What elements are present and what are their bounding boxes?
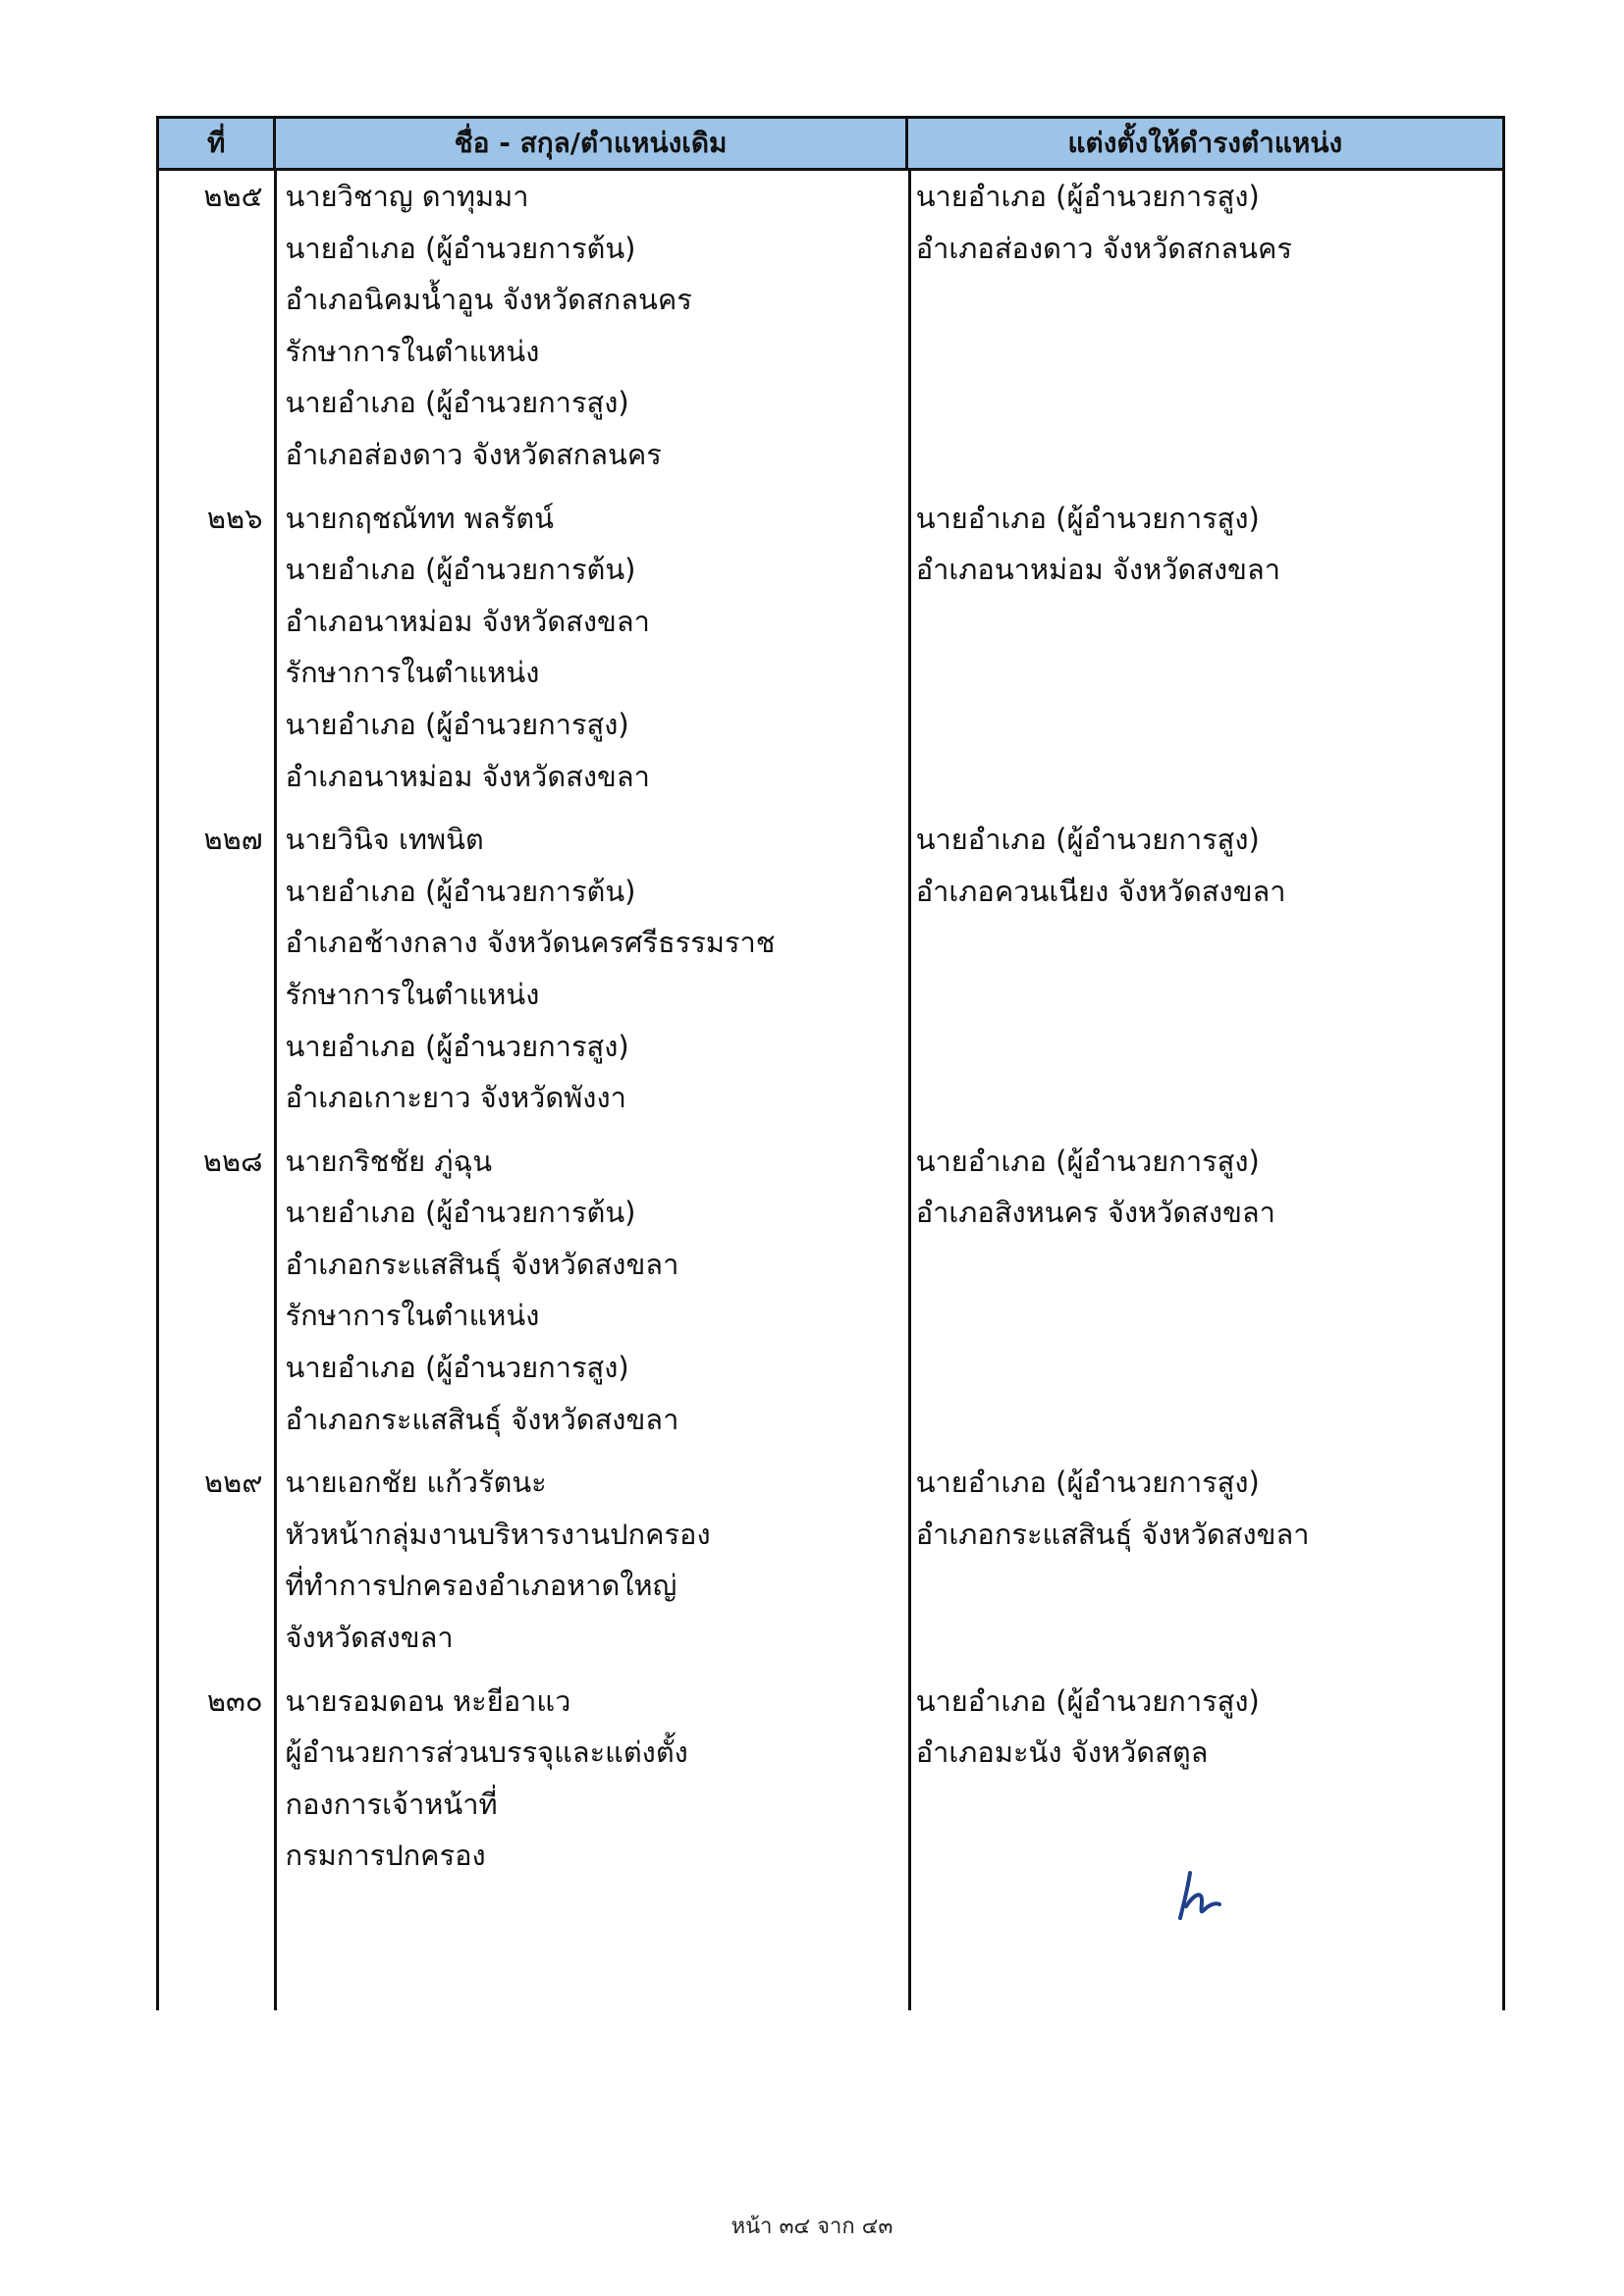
name-line: อำเภอช้างกลาง จังหวัดนครศรีธรรมราช (285, 926, 776, 960)
appointed-line: นายอำเภอ (ผู้อำนวยการสูง) (915, 1683, 1260, 1718)
row-number: ๒๒๘ (202, 1144, 263, 1178)
appointed-line: อำเภอกระแสสินธุ์ จังหวัดสงขลา (915, 1517, 1310, 1551)
row-number: ๒๒๖ (206, 501, 263, 535)
appointed-line: นายอำเภอ (ผู้อำนวยการสูง) (915, 501, 1260, 535)
row-appointed-position (908, 171, 1502, 481)
name-line: อำเภอนิคมน้ำอูน จังหวัดสกลนคร (285, 283, 692, 317)
appointment-table (156, 116, 1505, 2010)
row-appointed-position (908, 1457, 1502, 1663)
name-line: รักษาการในตำแหน่ง (285, 977, 540, 1011)
signature-mark (1176, 1867, 1245, 1926)
appointed-line: อำเภอนาหม่อม จังหวัดสงขลา (915, 553, 1281, 587)
name-line: อำเภอเกาะยาว จังหวัดพังงา (285, 1081, 626, 1115)
table-row (159, 1136, 1502, 1446)
row-name-position (277, 1136, 908, 1446)
page-footer: หน้า ๓๔ จาก ๔๓ (731, 2215, 893, 2239)
name-line: นายอำเภอ (ผู้อำนวยการสูง) (285, 1029, 629, 1063)
appointed-line: นายอำเภอ (ผู้อำนวยการสูง) (915, 1466, 1260, 1500)
row-name-position (277, 171, 908, 481)
appointed-line: นายอำเภอ (ผู้อำนวยการสูง) (915, 823, 1260, 857)
name-line: อำเภอกระแสสินธุ์ จังหวัดสงขลา (285, 1402, 679, 1436)
row-number: ๒๓๐ (206, 1683, 263, 1718)
appointed-line: อำเภอส่องดาว จังหวัดสกลนคร (915, 231, 1292, 265)
row-appointed-position (908, 1676, 1502, 1882)
row-number: ๒๒๕ (203, 180, 263, 213)
name-line: รักษาการในตำแหน่ง (285, 334, 540, 368)
name-line: ผู้อำนวยการส่วนบรรจุและแต่งตั้ง (285, 1735, 688, 1770)
appointed-line: อำเภอสิงหนคร จังหวัดสงขลา (915, 1196, 1275, 1230)
name-line: อำเภอนาหม่อม จังหวัดสงขลา (285, 604, 650, 638)
appointed-line: อำเภอมะนัง จังหวัดสตูล (915, 1735, 1209, 1770)
header-appointed: แต่งตั้งให้ดำรงตำแหน่ง (1067, 127, 1343, 159)
table-body (156, 171, 1505, 2010)
appointed-line: นายอำเภอ (ผู้อำนวยการสูง) (915, 1144, 1260, 1178)
name-line: นายรอมดอน หะยีอาแว (285, 1683, 571, 1718)
name-line: นายวิชาญ ดาทุมมา (285, 180, 529, 213)
name-line: อำเภอส่องดาว จังหวัดสกลนคร (285, 437, 662, 471)
name-line: รักษาการในตำแหน่ง (285, 1299, 540, 1333)
row-number: ๒๒๙ (204, 1466, 263, 1500)
row-appointed-position (908, 1136, 1502, 1446)
appointed-line: อำเภอควนเนียง จังหวัดสงขลา (915, 874, 1286, 908)
column-divider (274, 171, 277, 2010)
table-row (159, 1457, 1502, 1663)
name-line: นายวินิจ เทพนิต (285, 823, 484, 857)
name-line: รักษาการในตำแหน่ง (285, 656, 540, 690)
row-name-position (277, 1457, 908, 1663)
name-line: นายอำเภอ (ผู้อำนวยการต้น) (285, 874, 636, 908)
name-line: นายกริชชัย ภู่ฉุน (285, 1144, 493, 1178)
header-name: ชื่อ - สกุล/ตำแหน่งเดิม (276, 119, 907, 168)
name-line: จังหวัดสงขลา (285, 1621, 454, 1655)
name-line: ที่ทำการปกครองอำเภอหาดใหญ่ (285, 1569, 677, 1603)
table-row (159, 493, 1502, 803)
row-number: ๒๒๗ (203, 823, 263, 857)
name-line: นายอำเภอ (ผู้อำนวยการต้น) (285, 553, 636, 587)
row-appointed-position (908, 493, 1502, 803)
row-appointed-position (908, 814, 1502, 1124)
name-line: กรมการปกครอง (285, 1839, 486, 1873)
name-line: นายอำเภอ (ผู้อำนวยการสูง) (285, 707, 629, 741)
table-row (159, 171, 1502, 481)
name-line: นายเอกชัย แก้วรัตนะ (285, 1466, 547, 1500)
name-line: อำเภอนาหม่อม จังหวัดสงขลา (285, 759, 650, 793)
name-line: อำเภอกระแสสินธุ์ จังหวัดสงขลา (285, 1247, 679, 1281)
row-name-position (277, 1676, 908, 1882)
table-row (159, 1676, 1502, 1882)
name-line: หัวหน้ากลุ่มงานบริหารงานปกครอง (285, 1517, 711, 1551)
name-line: นายกฤชณัทท พลรัตน์ (285, 501, 554, 535)
name-line: นายอำเภอ (ผู้อำนวยการสูง) (285, 1351, 629, 1385)
appointed-line: นายอำเภอ (ผู้อำนวยการสูง) (915, 180, 1260, 213)
header-no: ที่ (159, 119, 276, 168)
table-rows (159, 171, 1502, 1882)
table-header (156, 116, 1505, 171)
name-line: นายอำเภอ (ผู้อำนวยการต้น) (285, 231, 636, 265)
row-name-position (277, 493, 908, 803)
name-line: นายอำเภอ (ผู้อำนวยการสูง) (285, 386, 629, 420)
row-name-position (277, 814, 908, 1124)
name-line: กองการเจ้าหน้าที่ (285, 1787, 498, 1821)
name-line: นายอำเภอ (ผู้อำนวยการต้น) (285, 1196, 636, 1230)
table-row (159, 814, 1502, 1124)
column-divider (908, 171, 911, 2010)
